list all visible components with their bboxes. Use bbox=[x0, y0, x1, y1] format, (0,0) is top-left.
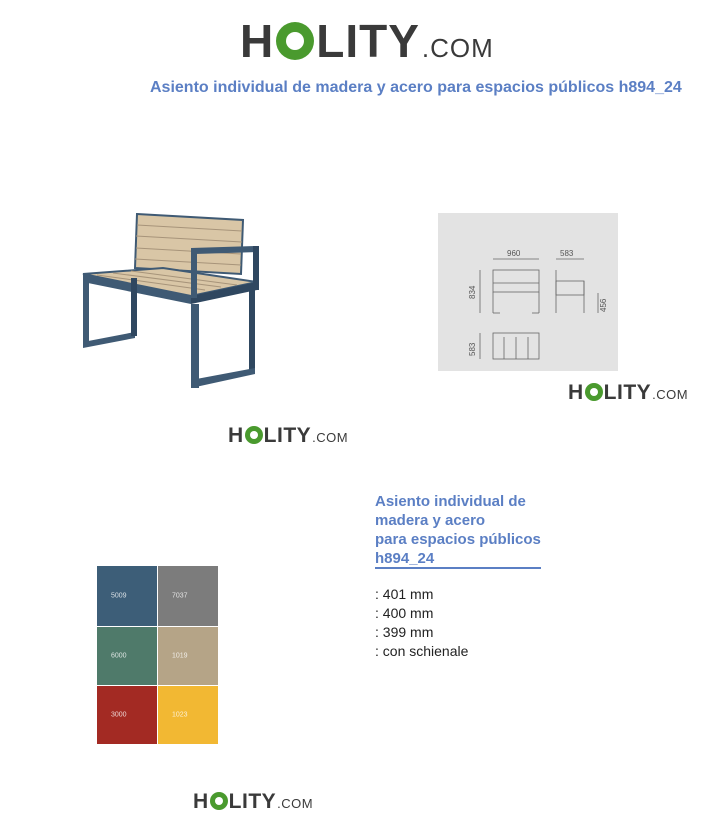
color-swatches bbox=[97, 566, 218, 745]
product-title-line-3: para espacios públicos bbox=[375, 531, 541, 548]
spec-item: : 400 mm bbox=[375, 605, 434, 621]
swatch-code: 6000 bbox=[111, 652, 127, 660]
swatch-code: 1023 bbox=[172, 711, 188, 719]
product-title-line-4: h894_24 bbox=[375, 550, 435, 567]
logo-com: .COM bbox=[421, 33, 494, 63]
logo-com: .COM bbox=[312, 430, 349, 445]
swatch-code: 5009 bbox=[111, 592, 127, 600]
spec-item: : 399 mm bbox=[375, 624, 434, 640]
page-title: Asiento individual de madera y acero para espacios públicos h894_24 bbox=[150, 79, 682, 96]
spec-item: : 401 mm bbox=[375, 586, 434, 602]
brand-logo-small-3[interactable] bbox=[193, 790, 313, 814]
product-title-line-1: Asiento individual de bbox=[375, 493, 526, 510]
swatch-7037[interactable] bbox=[158, 566, 218, 626]
logo-letters: LITY bbox=[228, 790, 277, 813]
swatch-1019[interactable] bbox=[158, 627, 218, 685]
swatch-code: 1019 bbox=[172, 652, 188, 660]
logo-letter-h: H bbox=[240, 15, 275, 67]
spec-list bbox=[375, 585, 468, 661]
spec-item: : con schienale bbox=[375, 643, 469, 659]
technical-drawing bbox=[438, 213, 618, 371]
logo-letters: LITY bbox=[603, 381, 652, 404]
logo-com: .COM bbox=[652, 387, 689, 402]
dim-depth: 583 bbox=[560, 249, 574, 258]
logo-letters: LITY bbox=[263, 424, 312, 447]
swatch-1023[interactable] bbox=[158, 686, 218, 744]
logo-letters: LITY bbox=[316, 15, 420, 67]
brand-logo-small[interactable] bbox=[228, 424, 348, 448]
swatch-code: 3000 bbox=[111, 711, 127, 719]
logo-letter-h: H bbox=[228, 424, 244, 447]
logo-com: .COM bbox=[277, 796, 314, 811]
dim-width: 960 bbox=[507, 249, 521, 258]
title-underline bbox=[375, 567, 541, 569]
product-image bbox=[75, 208, 265, 393]
swatch-5009[interactable] bbox=[97, 566, 157, 626]
logo-o-icon bbox=[210, 792, 228, 810]
brand-logo[interactable] bbox=[240, 14, 494, 68]
swatch-6000[interactable] bbox=[97, 627, 157, 685]
product-title bbox=[375, 492, 555, 568]
swatch-3000[interactable] bbox=[97, 686, 157, 744]
dim-height: 834 bbox=[468, 285, 477, 299]
dim-plan-depth: 583 bbox=[468, 342, 477, 356]
logo-o-icon bbox=[585, 383, 603, 401]
brand-logo-small-2[interactable] bbox=[568, 381, 688, 405]
logo-o-icon bbox=[245, 426, 263, 444]
dim-seat-height: 456 bbox=[599, 298, 608, 312]
logo-o-icon bbox=[276, 22, 314, 60]
swatch-code: 7037 bbox=[172, 592, 188, 600]
product-title-line-2: madera y acero bbox=[375, 512, 486, 529]
logo-letter-h: H bbox=[568, 381, 584, 404]
logo-letter-h: H bbox=[193, 790, 209, 813]
